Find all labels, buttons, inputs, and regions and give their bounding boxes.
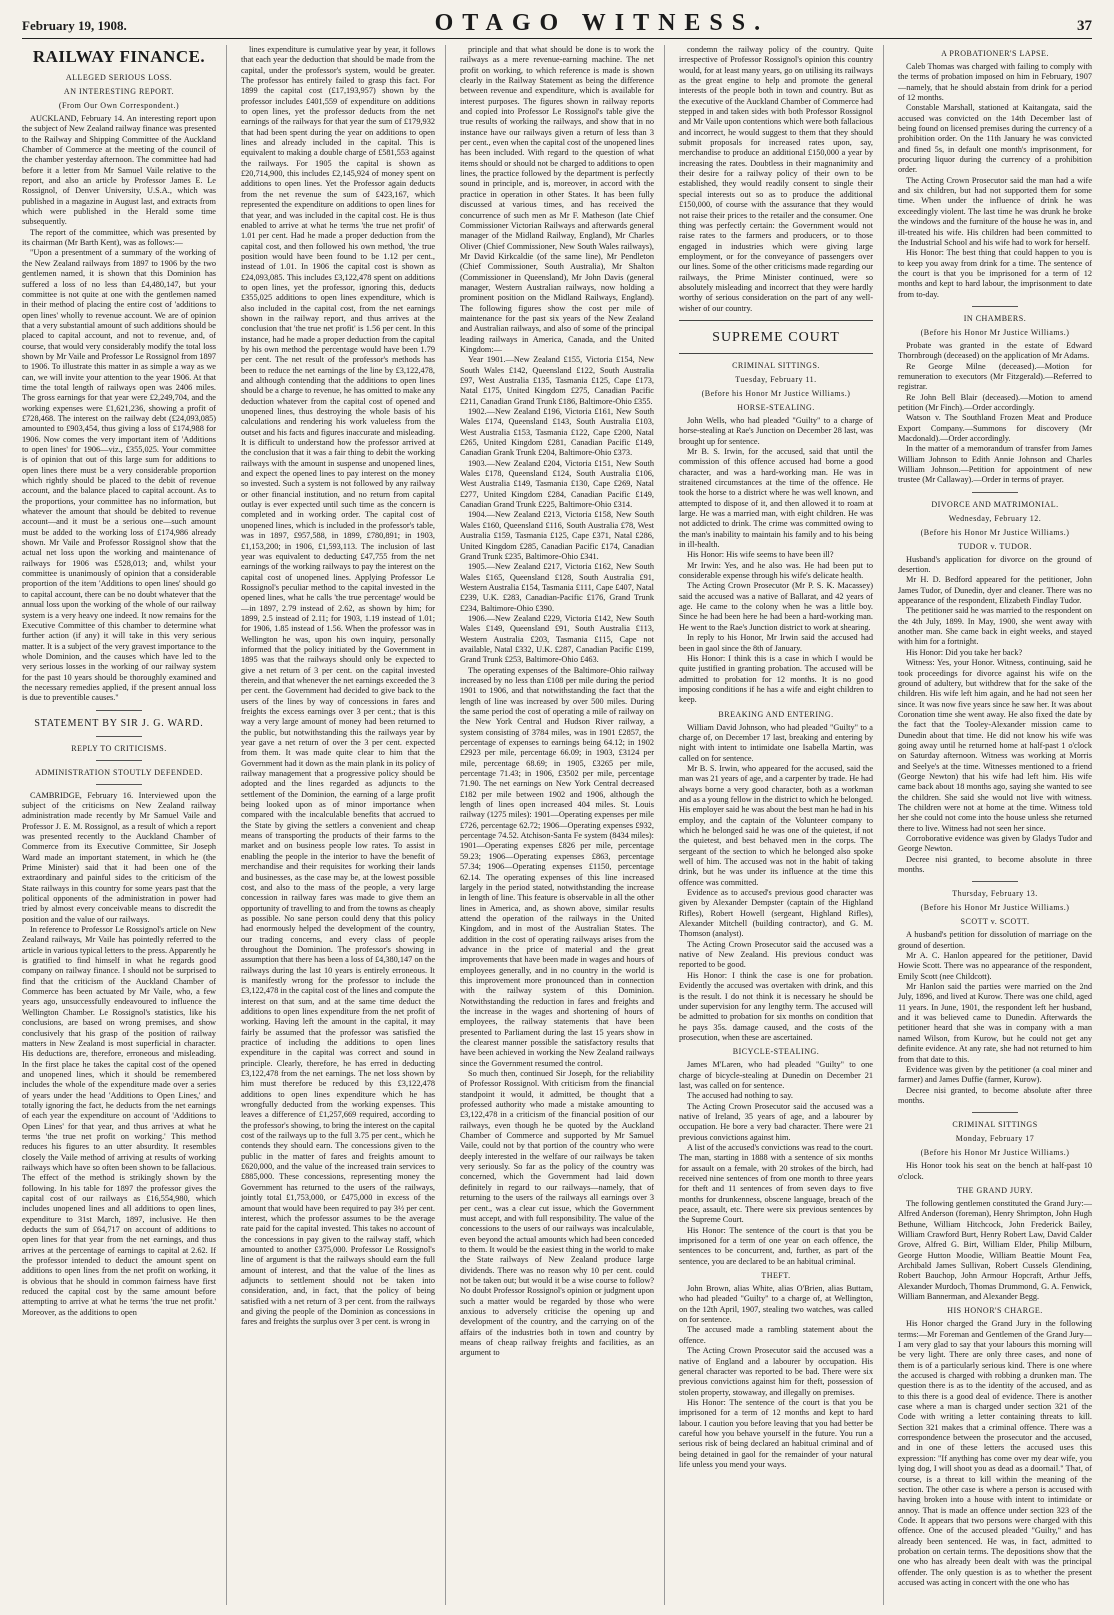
article-paragraph: Year 1901.—New Zealand £155, Victoria £154, New South Wales £142, Queensland £122, South Australia £97, West Australia £135, Tasmania £125, Cape £173, Natal £175, United Kingdom £275, Canadian Pacific £211, Canadian Grand Trunk £186, Baltimore-Ohio £355. bbox=[460, 355, 654, 406]
case-heading: BICYCLE-STEALING. bbox=[732, 1047, 820, 1057]
article-paragraph: CAMBRIDGE, February 16. Interviewed upon the subject of the criticisms on New Zealand railway administration made recently by Mr Samuel Vaile and Professor J. E. M. Rossignol, as a result of which a report was presented recently to the Auckland Chamber of Commerce from its Executive Committee, Sir Joseph Ward made an important statement, in which he (the Prime Minister) said that it had been one of the extraordinary and painful sides to the criticism of the State railways in this country for some years past that the political opponents of the administration in power had tried by almost every conceivable means to discredit the position and the value of our railways. bbox=[22, 790, 216, 924]
article-paragraph: A husband's petition for dissolution of marriage on the ground of desertion. bbox=[898, 930, 1092, 950]
article-paragraph: AUCKLAND, February 14. An interesting report upon the subject of New Zealand railway finance was presented to the Railway and Shipping Committee of the Auckland Chamber of Commerce at the meeting of the council of the chamber yesterday afternoon. The committee had had before it a letter from Mr Samuel Vaile relative to the report, and also an article by Professor James E. Le Rossignol, of Denver University, U.S.A., which was published in a magazine in August last, and extracts from which were published in the Herald some time subsequently. bbox=[22, 114, 216, 227]
sitting-date: Thursday, February 13. bbox=[952, 889, 1038, 899]
ward-headline: STATEMENT BY SIR J. G. WARD. bbox=[34, 717, 204, 729]
article-paragraph: William David Johnson, who had pleaded "Guilty" to a charge of, on December 17 last, breaking and entering by night with intent to intimidate one Isabella Martin, was called on for sentence. bbox=[679, 722, 873, 763]
railway-subhead-1: ALLEGED SERIOUS LOSS. bbox=[65, 73, 173, 82]
section-rule bbox=[679, 353, 873, 354]
judge-line: (Before his Honor Mr Justice Williams.) bbox=[920, 527, 1070, 537]
article-paragraph: His Honor: The best thing that could happen to you is to keep you away from drink for a time. The sentence of the court is that you be imprisoned for a term of 12 months and kept to hard labour, the imprisonment to date from to-day. bbox=[898, 248, 1092, 299]
article-paragraph: His Honor: The sentence of the court is that you be imprisoned for a term of 12 months and kept to hard labour. I caution you before leaving that you had better be careful how you behave yourself in the future. You run a serious risk of being declared an habitual criminal and of being detained in gaol for the remainder of your natural life unless you mend your ways. bbox=[679, 1397, 873, 1469]
newspaper-title: OTAGO WITNESS. bbox=[434, 10, 770, 36]
article-paragraph: The accused made a rambling statement about the offence. bbox=[679, 1325, 873, 1345]
divider bbox=[972, 1112, 1018, 1113]
sitting-date: Monday, February 17 bbox=[955, 1134, 1035, 1144]
article-paragraph: Re John Bell Blair (deceased).—Motion to amend petition (Mr Finch).—Order accordingly. bbox=[898, 392, 1092, 412]
article-paragraph: Constable Marshall, stationed at Kaitangata, said the accused was convicted on the 14th December last of being found on licensed premises during the currency of a prohibition order. On the 11th January he was convicted and fined 5s, in default one month's imprisonment, for procuring liquor during the currency of a prohibition order. bbox=[898, 103, 1092, 175]
case-heading: THEFT. bbox=[761, 1271, 791, 1281]
article-paragraph: In reply to his Honor, Mr Irwin said the accused had been in gaol since the 8th of January. bbox=[679, 633, 873, 653]
article-paragraph: John Wells, who had pleaded "Guilty" to a charge of horse-stealing at Rae's Junction on December 28 last, was brought up for sentence. bbox=[679, 415, 873, 446]
article-paragraph: principle and that what should be done is to work the railways as a mere revenue-earning machine. The net profit on working, to which reference is made is shown clearly in the Railway Statement as being the difference between revenue and expenditure, which is available for interest purposes. The figures shown in railway reports and copied into Professor Le Rossignol's table give the true results of working the railways, and show that in no instance have our railways given a return of less than 3 per cent., even when the capital cost of the unopened lines has been included. With regard to the question of what items should or should not be charged to additions to open lines, the practice followed by the department is perfectly sound in principle, and is, moreover, in accord with the practice in operation in other States. It has been fully discussed at various times, and has received the concurrence of such men as Mr F. Matheson (late Chief Commissioner Victorian Railways and afterwards general manager of the Midland Railway, England), Mr Charles Oliver (Chief Commissioner, New South Wales railways), Mr David Kirkcaldie (of the same line), Mr Pendleton (Chief Commissioner, South Australia), Mr Shalton (Commissioner in Queensland), Mr John Davis (general manager, Western Australian railways, now holding a prominent position on the Midland Railways, England). The following figures show the cost per mile of maintenance for the past six years of the New Zealand and Australian railways, and also of some of the principal leading railways in America, Canada, and the United Kingdom:— bbox=[460, 45, 654, 354]
railway-finance-headline: RAILWAY FINANCE. bbox=[32, 47, 206, 66]
page-number: 37 bbox=[1076, 18, 1092, 34]
article-paragraph: His Honor: His wife seems to have been ill? bbox=[687, 550, 834, 560]
masthead bbox=[22, 10, 1092, 39]
article-paragraph: The accused had nothing to say. bbox=[687, 1091, 793, 1101]
case-heading: A PROBATIONER'S LAPSE. bbox=[941, 49, 1049, 58]
article-paragraph: Mr B. S. Irwin, who appeared for the accused, said the man was 21 years of age, and a carpenter by trade. He had always borne a very good character, both as a workman and as a young fellow in the district to which he belonged. His employer said he was about the best man he had in his employ, and the captain of the Volunteer company to which he belonged said he was one of the quietest, if not the quietest, and best behaved men in the corps. The sergeant of the section to which he belonged also spoke well of him. The accused was not in the habit of taking drink, but he was under its influence at the time this offence was committed. bbox=[679, 763, 874, 887]
article-paragraph: The Acting Crown Prosecutor said the accused was a native of England and a labourer by occupation. His general character was reported to be bad. There were six previous convictions against him for theft, possession of stolen property, stowaway, and illegally on premises. bbox=[679, 1346, 873, 1397]
column-5 bbox=[898, 45, 1092, 1605]
article-paragraph: Mr A. C. Hanlon appeared for the petitioner, David Howie Scott. There was no appearance of the respondent, Emily Scott (nee Childcott). bbox=[898, 951, 1092, 981]
case-heading: THE GRAND JURY. bbox=[956, 1185, 1034, 1195]
article-paragraph: Evidence as to accused's previous good character was given by Alexander Dempster (captain of the Highland Rifles), Robert Howell (sergeant, Highland Rifles), Alexander Mitchell (building contractor), and G. M. Thomson (analyst). bbox=[679, 888, 873, 939]
case-heading: HORSE-STEALING. bbox=[737, 402, 815, 412]
case-heading: BREAKING AND ENTERING. bbox=[718, 709, 834, 719]
case-heading: HIS HONOR'S CHARGE. bbox=[947, 1306, 1043, 1316]
article-paragraph: A list of the accused's convictions was read to the court. The man, starting in 1888 with a sentence of six months for assault on a female, with 20 strokes of the birch, had received nine sentences of from one month to three years for theft and 11 sentences of from seven days to five months for drunkenness, obscene language, breach of the peace, assault, etc. There were six previous sentences by the Supreme Court. bbox=[679, 1142, 873, 1225]
divider bbox=[96, 710, 142, 711]
article-paragraph: His Honor: The sentence of the court is that you be imprisoned for a term of one year on each offence, the sentences to be concurrent, and, further, as part of the sentence, you are declared to be an habitual criminal. bbox=[679, 1225, 873, 1266]
article-paragraph: 1906.—New Zealand £229, Victoria £142, New South Wales £149, Queensland £91, South Australia £113, Western Australia £203, Tasmania £115, Cape not available, Natal £332, U.K. £287, Canadian Pacific £199, Grand Trunk £253, Baltimore-Ohio £463. bbox=[460, 613, 654, 665]
article-paragraph: Mr Irwin: Yes, and he also was. He had been put to considerable expense through his wife's delicate health. bbox=[679, 560, 873, 581]
article-paragraph: The Acting Crown Prosecutor said the accused was a native of New Zealand. His previous conduct was reported to be good. bbox=[679, 939, 873, 970]
article-paragraph: lines expenditure is cumulative year by year, it follows that each year the deduction that should be made from the capital, under the professor's system, would be greater. The professor has entirely failed to grasp this fact. For 1899 the capital cost (£17,193,957) shown by the professor includes £401,559 of expenditure on additions to open lines, yet the professor deducts from the net earnings of the railways for that year the sum of £179,932 that had been spent during the year on additions to open lines and already included in the capital. This is equivalent to making a double charge of £581,553 against the railways. For 1905 the capital is shown as £20,714,900, this includes £2,145,924 of money spent on additions to open lines. Yet the Professor again deducts from the net revenue the sum of £423,167, which represented the expenditure on additions to open lines for that year, and was included in the capital cost. He is thus enabled to arrive at what he terms 'the true net profit' of 1.01 per cent. Had he made a proper deduction from the capital cost, and then followed his own method, 'the true position would have been found to be 1.12 per cent., instead of 1.01. In 1906 the capital cost is shown as £24,093,085. This includes £3,122,478 spent on additions to open lines, yet the professor, ignoring this, deducts £355,025 additions to open lines expenditure, which is also included in the capital cost, from the net earnings shown in the railway report, and thus arrives at the conclusion that 'the true net profit' is 1.56 per cent. In this instance, had he made a proper deduction from the capital by his own method the percentage would have been 1.79 per cent. The net result of the professor's methods has been to reduce the net earnings of the line by £3,122,478, and although contending that the additions to open lines should be a charge to revenue, he has omitted to make any deduction whatever from the capital cost of opened and unopened lines, thus destroying the whole basis of his calculations and rendering his work valueless from the outset and his facts and figures inaccurate and misleading. It is difficult to understand how the professor arrived at the conclusion that it was a fair thing to debit the working railways with the amount in suspense and unopened lines, and expect the opened lines to pay interest on the money so invested. Such a system is not followed by any railway or other financial institution, and no return from capital outlay is ever expected until such time as the concern is completed and in working order. The capital cost of unopened lines, which is included in the professor's table, was in 1897, £957,588, in 1899, £780,891; in 1903, £1,153,200; in 1906, £1,593,113. The inclusion of last year was equivalent to deducting £47,755 from the net earnings of the working railways to pay the interest on the capital cost of unopened lines. Applying Professor Le Rossignol's peculiar method to the capital invested in the opened lines, what he calls 'the true percentage' would be—in 1897, 2.79 instead of 2.62, as shown by him; for 1899, 2.5 instead of 2.11; for 1903, 1.19 instead of 1.01; for 1906, 1.85 instead of 1.56. When the professor was in Wellington he was, upon his own inquiry, personally informed that the policy initiated by the Government in 1895 was that the railways should only be expected to give a net return of 3 per cent. on the capital invested therein, and that whenever the net earnings exceeded the 3 per cent. the Government had decided to give back to the users of the lines by way of concessions in fares and freights the excess earnings over 3 per cent.; that is this way a very large amount of money had been returned to the public, but notwithstanding this the railways year by year gave a net return of over the 3 per cent. expected from them. It was made quite clear to him that the Government had it down as the main plank in its policy of railway management that a progressive policy should be adopted and the lines regarded as adjuncts to the settlement of the Dominion, the earning of a large profit being looked upon as of minor importance when compared with the incalculable benefits that accrued to the State by giving the settlers a convenient and cheap means of transporting the products of their farms to the market and on business people low rates. To assist in enabling the people in the interior to have the benefit of merchandise and their requisites for working their lands and businesses, as the case may be, at the lowest possible cost, and also to the mass of the people, a very large concession in railway fares was made to give them an opportunity of travelling to and from the towns as cheaply as possible. No sane person could deny that this policy had enormously helped the development of the country, our trading concerns, and every class of people throughout the Dominion. The professor's showing in assumption that there has been a loss of £4,380,147 on the railways during the last 10 years is entirely erroneous. It is manifestly wrong for the professor to include the £3,122,478 in the capital cost of the lines and compute the interest on that sum, and at the same time deduct the additions to open lines expenditure from the net profit of working. Having left the amount in the capital, it may fairly be assumed that the professor was satisfied the practice of including the additions to open lines expenditure in the capital was correct and sound in principle. Clearly, therefore, he has erred in deducting £3,122,478 from the net earnings. The net loss shown by him must therefore be reduced by this £3,122,478 additions to open lines expenditure which he has wrongfully deducted from the working expenses. This leaves a difference of £1,257,669 required, according to the professor's showing, to bring the interest on the capital cost of the railways up to the full 3.75 per cent., which he contends they should earn. The concessions given to the public in the matter of fares and freights amount to £620,000, and the value of the increased train services to £885,000. These concessions, representing money the Government has returned to the users of the railways, jointly total £1,753,000, or £475,000 in excess of the amount that would have been required to pay 3½ per cent. interest, which the professor assumes to be the average rate paid for the capital invested. This takes no account of the concessions in pay given to the railway staff, which amounted to another £375,000. Professor Le Rossignol's line of argument is that the railways should earn the full amount of interest, and that the value of the lines as adjuncts to settlement should not be taken into consideration, and, in fact, that the policy of being satisfied with a net return of 3 per cent. from the railways and giving the people of the Dominion as concessions in fares and freights the surplus over 3 per cent. is wrong in bbox=[241, 45, 435, 1327]
article-paragraph: 1905.—New Zealand £217, Victoria £162, New South Wales £165, Queensland £128, South Australia £91, Western Australia £154, Tasmania £111, Cape £407, Natal £239, U.K. £283, Canadian-Pacific £176, Grand Trunk £234, Baltimore-Ohio £390. bbox=[460, 562, 654, 613]
article-paragraph: So much then, continued Sir Joseph, for the reliability of Professor Rossignol. With criticism from the financial standpoint it would, it admitted, be thought that a professed authority who made a mistake amounting to £3,122,478 in a criticism of the financial position of our railways, even though he be quoted by the Auckland Chamber of Commerce and supported by Mr Samuel Vaile, could not by that portion of the country who were deeply interested in the welfare of our railways be taken very seriously. So far as the policy of the country was concerned, which the Government had laid down definitely in regard to our railways—namely, that of returning to the users of the railways all earnings over 3 per cent., was a clear cut issue, which the Government must accept, and with full responsibility. The value of the concessions to the users of our railways was incalculable, even beyond the actual amounts which had been conceded to them. It would be the easiest thing in the world to make the State railways of New Zealand produce large dividends. There was no reason why 10 per cent. could not be taken out; but would it be a wise course to follow? No doubt Professor Rossignol's opinion or judgment upon such a matter would be regarded by those who were anxious to adversely criticise the opening up and development of the country, and the carrying on of the affairs of the industries both in town and country by means of cheap railway freights and facilities, as an argument to bbox=[460, 1069, 654, 1358]
article-paragraph: Mr Hanlon said the parties were married on the 2nd July, 1896, and lived at Kurow. There was one child, aged 11 years. In June, 1901, the respondent left her husband, and it was believed came to Dunedin. Afterwards the petitioner heard that she was in company with a man named Wilson, from Kurow, but he could not get any definite evidence. At any rate, she had not returned to him from that date to this. bbox=[898, 982, 1092, 1064]
column-1 bbox=[22, 45, 227, 1605]
article-paragraph: Witness: Yes, your Honor. Witness, continuing, said he took proceedings for divorce against his wife on the ground of adultery, but withdrew that for the sake of the children. His wife left him again, and he had not seen her since. It was now five years since he saw her. It was about Coronation time she went away. He also fixed the date by the fact that the Tooley-Alexander mission came to Dunedin about that time. He did not know his wife was going away until he returned home at half-past 1 o'clock on Saturday afternoon. Witness was working at Morris and Seelye's at the time. Witnesses mentioned to a friend (George Newton) that his wife had left him. His wife came back about 18 months ago, saying she wanted to see the children. She said she would not live with witness. The children were not at home at the time. Witness told her she could not come into the house unless she returned there to live. Witness had not seen her since. bbox=[898, 658, 1092, 833]
divider bbox=[972, 492, 1018, 493]
railway-subhead-2: AN INTERESTING REPORT. bbox=[63, 87, 175, 96]
divider bbox=[972, 306, 1018, 307]
article-paragraph: The Acting Crown Prosecutor said the accused was a native of Ireland, 35 years of age, and a labourer by occupation. He bore a very bad character. There were 21 previous convictions against him. bbox=[679, 1101, 873, 1142]
judge-line: (Before his Honor Mr Justice Williams.) bbox=[701, 388, 851, 398]
article-paragraph: "Upon a presentment of a summary of the working of the New Zealand railways from 1897 to 1906 by the two gentlemen named, it is shown that this Dominion has suffered a loss of no less than £4,480,147, but your committee is not quite at one with the gentlemen named in their method of placing the entire cost of 'additions to open lines' wholly to revenue account. We are of opinion that a very substantial amount of such additions should be placed to capital account, and not to revenue, and, of course, that would very considerably modify the total loss shown by Mr Vaile and Professor Le Rossignol from 1897 to 1906. To illustrate this matter in as simple a way as we can, we will invite your attention to the year 1906. At that time the total length of railways open was 2406 miles. The gross earnings for that year were £2,249,704, and the working expenses were £1,621,236, showing a profit of £728,468. The interest on the railway debt (£24,093,085) amounted to £903,454, thus giving a loss of £174,988 for 1906. Now comes the very important item of 'Additions to open lines' for 1906—viz., £355,025. Your committee is of opinion that out of this large sum for additions to open lines there must be a very considerable proportion which rightly should be placed to the debit of revenue account, and the balance placed to capital account. As to the proportions, your committee has no information, but whatever the amount that should be debited to revenue account—and it must be a serious one—such amount must be added to the working loss of £174,986 already shown. Mr Vaile and Professor Rossignol show that the actual net loss upon the working and maintenance of railways for 1906 was £528,013; and, whilst your committee is unanimously of opinion that a considerable proportion of the item 'Additions to open lines' should go to capital account, there can be no doubt whatever that the annual loss upon the working of the whole of our railway system is a very heavy one indeed. It now remains for the Executive Committee of this chamber to determine what further action (if any) it will take in this very serious matter. It is a subject of the very gravest importance to the whole Dominion, and the causes which have led to the very serious losses in the working of our railway system for the past 10 years should be thoroughly examined and the necessary remedies applied, if the present annual loss is due to preventible causes." bbox=[22, 248, 216, 703]
article-paragraph: Mr H. D. Bedford appeared for the petitioner, John James Tudor, of Dunedin, dyer and cleaner. There was no appearance of the respondent, Elizabeth Findlay Tudor. bbox=[898, 575, 1092, 606]
divider bbox=[972, 881, 1018, 882]
railway-byline: (From Our Own Correspondent.) bbox=[58, 101, 180, 110]
article-paragraph: James M'Laren, who had pleaded "Guilty" to one charge of bicycle-stealing at Dunedin on December 21 last, was called on for sentence. bbox=[679, 1060, 873, 1090]
divorce-heading: DIVORCE AND MATRIMONIAL. bbox=[931, 499, 1059, 509]
column-4 bbox=[679, 45, 884, 1605]
article-paragraph: Caleb Thomas was charged with failing to comply with the terms of probation imposed on him in February, 1907—namely, that he should abstain from drink for a period of 12 months. bbox=[898, 62, 1092, 103]
article-paragraph: His Honor: I think the case is one for probation. Evidently the accused was overtaken with drink, and this is the result. I do not think it is necessary he should be under supervision for any lengthy term. The accused will be admitted to probation for six months on condition that he pays 35s. damage caused, and the costs of the prosecution, when these are ascertained. bbox=[679, 970, 873, 1042]
supreme-court-headline: SUPREME COURT bbox=[712, 329, 840, 345]
in-chambers-heading: IN CHAMBERS. bbox=[963, 313, 1027, 323]
article-paragraph: The following gentlemen constituted the Grand Jury:—Alfred Anderson (foreman), Henry Shrimpton, John Hugh Bethune, William Hitchcock, John Frederick Bailey, William Crawford Burt, Henry Robert Law, David Calder Grove, Alfred G. Birt, William Elder, Philip Milburn, George Hutton Moodie, William Beattie Mount Fea, Archibald James Sullivan, Robert Cussels Glendining, Robert Bauchop, John Armour Hopcraft, Arthur Jeffs, Alexander Murdoch, Thomas Drummond, G. A. Fenwick, William Bannerman, and Alexander Begg. bbox=[898, 1198, 1092, 1301]
article-paragraph: Decree nisi granted, to become absolute in three months. bbox=[898, 854, 1092, 875]
article-paragraph: The petitioner said he was married to the respondent on the 4th July, 1899. In May, 1900, she went away with another man. She came back in eight weeks, and stayed with him for a fortnight. bbox=[898, 606, 1092, 647]
column-2 bbox=[241, 45, 446, 1605]
article-paragraph: The Acting Crown Prosecutor (Mr P. S. K. Macassey) said the accused was a native of Ballarat, and 42 years of age. He came to the colony when he was a little boy. Since he had been here he had been a hard-working man. He went to the Rae's Junction district to work at shearing. bbox=[679, 581, 873, 632]
article-paragraph: Probate was granted in the estate of Edward Thornbrough (deceased) on the application of Mr Adams. bbox=[898, 340, 1092, 361]
article-paragraph: In the matter of a memorandum of transfer from James William Johnson to Edith Annie Johnson and Charles William Johnson.—Petition for appointment of new trustee (Mr Callaway).—Order in terms of prayer. bbox=[898, 444, 1092, 485]
criminal-sittings-heading: CRIMINAL SITTINGS. bbox=[732, 360, 820, 370]
sitting-date: Tuesday, February 11. bbox=[735, 374, 817, 384]
article-paragraph: His Honor charged the Grand Jury in the following terms:—Mr Foreman and Gentlemen of the Grand Jury—I am very glad to say that your labours this morning will be very light. There are only three cases, and none of them is of a particularly serious kind. There is one where the accused is charged with robbing a drunken man. The question there is as to the identity of the accused, and as to this there is a good deal of evidence. There is another case where a man is charged under section 321 of the Code with writing a letter containing threats to kill. Section 321 makes that a criminal offence. There was a correspondence between the prosecutor and the accused, and in one of these letters the accused uses this expression: "If anything has come over my dear wife, you lying dog, I will shoot you as dead as a doornail." That, of course, is a threat to kill within the meaning of the section. The other case is where a person is accused with having broken into a house with intent to intimidate or annoy. That is made an offence under section 323 of the Code. It appears that two persons were charged with this offence. One of the accused pleaded "Guilty," and has already been sentenced. He was, in fact, admitted to probation on certain terms. The depositions show that the one who has already been dealt with was the principal offender. The only question is as to whether the present accused was acting in concert with the one who has bbox=[898, 1319, 1092, 1587]
case-heading: TUDOR v. TUDOR. bbox=[958, 541, 1032, 551]
divider bbox=[96, 784, 142, 785]
article-paragraph: John Brown, alias White, alias O'Brien, alias Buttam, who had pleaded "Guilty" to a charge of, at Wellington, on the 12th April, 1907, stealing two watches, was called on for sentence. bbox=[679, 1284, 873, 1325]
case-heading: SCOTT v. SCOTT. bbox=[960, 917, 1030, 927]
article-paragraph: Corroborative evidence was given by Gladys Tudor and George Newton. bbox=[898, 834, 1092, 854]
article-paragraph: Re George Milne (deceased).—Motion for remuneration to executors (Mr Fitzgerald).—Referred to registrar. bbox=[898, 361, 1092, 392]
divider bbox=[96, 760, 142, 761]
ward-subhead-2: ADMINISTRATION STOUTLY DEFENDED. bbox=[35, 767, 203, 777]
judge-line: (Before his Honor Mr Justice Williams.) bbox=[920, 327, 1070, 337]
issue-date: February 19, 1908. bbox=[22, 18, 127, 33]
article-paragraph: In reference to Professor Le Rossignol's article on New Zealand railways, Mr Vaile has pointedly referred to the article in various typical letters to the press. Apparently he is gratified to find himself in what he regards good company on railway finance. I should not be surprised to find that the criticism of the Auckland Chamber of Commerce has been actuated by Mr Vaile, who, a few years ago, unsuccessfully endeavoured to influence the Wellington Chamber. Le Rossignol's statistics, like his conclusions, are based on wrong premises, and show conclusively that his grasp of the position of railway matters in New Zealand is most superficial in character. His deductions are, therefore, erroneous and misleading. In the first place he takes the capital cost of the opened and unopened lines, which it should be remembered includes the whole of the expenditure made over a series of years under the head 'Additions to Open Lines,' and totally ignoring the fact, he deducts from the net earnings of each year the expenditure on account of 'Additions to Open Lines' for that year, and thus arrives at what he terms 'the true net profit on working.' This method reduces his figures to an utter absurdity. It resembles closely the Vaile method of arriving at results of working railways which have so often been shown to be fallacious. The effect of the method is strikingly shown by the following. In his table for 1897 the professor gives the capital cost of our railways as £16,554,980, which includes unopened lines and all additions to open lines, expenditure to 31st March, 1897, inclusive. He then deducts the sum of £64,717 on account of additions to open lines for that year from the net earnings, and thus arrives at the percentage of earnings to capital at 2.62. If the professor intended to deduct the amount spent on additions to open lines from the net profit on working, it is obvious that he should in common fairness have first reduced the capital cost by the same amount before attempting to arrive at what he terms 'the true net profit.' Moreover, as the additions to open bbox=[22, 925, 216, 1317]
article-paragraph: 1904.—New Zealand £213, Victoria £158, New South Wales £160, Queensland £116, South Australia £78, West Australia £159, Tasmania £125, Cape £371, Natal £286, United Kingdom £285, Canadian Pacific £174, Canadian Grand Trunk £235, Baltimore-Ohio £341. bbox=[460, 510, 654, 561]
section-rule bbox=[679, 320, 873, 321]
article-paragraph: Husband's application for divorce on the ground of desertion. bbox=[898, 554, 1092, 575]
article-paragraph: The operating expenses of the Baltimore-Ohio railway increased by no less than £108 per mile during the period 1901 to 1906, and that notwithstanding the fact that the length of line was increased by over 500 miles. During the same period the cost of operating a mile of railway on the New York Central and Hudson River railway, a system consisting of 3784 miles, was in 1901 £2857, the percentage of expenses to earnings being 64.12; in 1902 £2923 per mile, percentage 66.09; in 1903, £3124 per mile, percentage 68.69; in 1905, £3265 per mile, percentage 71.43; in 1906, £3502 per mile, percentage 71.90. The net earnings on New York Central decreased £182 per mile between 1902 and 1906, although the length of lines open increased 404 miles. St. Louis railway (1275 miles): 1901—Operating expenses per mile £726, percentage 62.72; 1906—Operating expenses £932, percentage 74.52. Atchison-Santa Fe system (8434 miles): 1901—Operating expenses £826 per mile, percentage 59.23; 1906—Operating expenses £863, percentage 57.34; 1906—Operating expenses £1150, percentage 62.14. The operating expenses of this line increased largely in the period stated, notwithstanding the increase in length of line. This feature is observable in all the other lines in America, and, as shown above, similar results attend the operation of the railways in the United Kingdom, and in most of the Australian States. The addition in the cost of operating railways arises from the advance in the price of material and the great improvements that have been made in wages and hours of employees generally, and in no country in the world is this improvement more pronounced than in connection with the railway system of this Dominion. Notwithstanding the reduction in fares and freights and the increase in the wages and shortening of hours of employees, the railway statements that have been presented to Parliament during the last 15 years show in the clearest manner possible the satisfactory results that have been achieved in working the New Zealand railways since the Government resumed the control. bbox=[460, 665, 654, 1068]
columns bbox=[22, 45, 1092, 1605]
judge-line: (Before his Honor Mr Justice Williams.) bbox=[920, 903, 1070, 913]
divider bbox=[96, 736, 142, 737]
article-paragraph: The Acting Crown Prosecutor said the man had a wife and six children, but had not supported them for some time. When under the influence of drink he was exceedingly violent. The last time he was drunk he broke the windows and the furniture of the house he was in, and ill-treated his wife. His children had been committed to the Industrial School and his wife had to work for herself. bbox=[898, 175, 1092, 247]
article-paragraph: Evidence was given by the petitioner (a coal miner and farmer) and James Duffie (farmer, Kurow). bbox=[898, 1064, 1092, 1085]
article-paragraph: His Honor: Did you take her back? bbox=[906, 647, 1023, 657]
sitting-date: Wednesday, February 12. bbox=[948, 513, 1042, 523]
column-3 bbox=[460, 45, 665, 1605]
judge-line: (Before his Honor Mr Justice Williams.) bbox=[920, 1148, 1070, 1158]
article-paragraph: Decree nisi granted, to become absolute after three months. bbox=[898, 1085, 1092, 1105]
article-paragraph: The report of the committee, which was presented by its chairman (Mr Barth Kent), was as follows:— bbox=[22, 227, 216, 248]
article-paragraph: 1902.—New Zealand £196, Victoria £161, New South Wales £174, Queensland £143, South Australia £103, West Australia £153, Tasmania £122, Cape £200, Natal £265, United Kingdom £281, Canadian Pacific £149, Canadian Grank Trunk £204, Baltimore-Ohio £373. bbox=[460, 407, 654, 458]
article-paragraph: Watson v. The Southland Frozen Meat and Produce Export Company.—Summons for discovery (Mr Macdonald).—Order accordingly. bbox=[898, 413, 1092, 443]
ward-subhead-1: REPLY TO CRITICISMS. bbox=[71, 743, 167, 753]
article-paragraph: His Honor took his seat on the bench at half-past 10 o'clock. bbox=[898, 1161, 1092, 1181]
article-paragraph: His Honor: I think this is a case in which I would be quite justified in granting probation. The accused will be admitted to probation for 12 months. It is no good imposing conditions if he has a wife and eight children to keep. bbox=[679, 653, 873, 705]
article-paragraph: 1903.—New Zealand £204, Victoria £151, New South Wales £178, Queensland £124, South Australia £106, West Australia £149, Tasmania £130, Cape £269, Natal £277, United Kingdom £284, Canadian Pacific £149, Canadian Grand Trunk £225, Baltimore-Ohio £314. bbox=[460, 458, 654, 510]
criminal-sittings-heading: CRIMINAL SITTINGS bbox=[952, 1120, 1038, 1130]
article-paragraph: condemn the railway policy of the country. Quite irrespective of Professor Rossignol's opinion this country would, for at least many years, go on utilising its railways as the great engine to help and promote the general interests of the people both in town and country. But as the executive of the Auckland Chamber of Commerce had stepped in and taken sides with both Professor Rossignol and Mr Vaile upon contentions which were both fallacious and incorrect, he would suggest to them that they should submit proposals for increased rates upon, say, merchandise to produce an additional £150,000 a year by increasing the rates. Doubtless in their magnanimity and their desire for a railway policy of their own to be established, they would readily consent to single their special interests out so as to produce the additional £150,000, of course with the assurance that they would not raise their prices to the retailer and the consumer. One thing was perfectly certain: the Government would not raise rates to the farmers and producers, or to those engaged in industries which were giving large employment, or for the conveyance of passengers over our lines. Some of the other criticisms made regarding our railways, the Prime Minister continued, were so absolutely misleading and incorrect that they were hardly worthy of serious consideration on the part of any well-wisher of our country. bbox=[679, 45, 873, 313]
article-paragraph: Mr B. S. Irwin, for the accused, said that until the commission of this offence accused had borne a good character, and was a hard-working man. He was in straitened circumstances at the time of the offence. He took the horse to a district where he was well known, and attempted to dispose of it, and then allowed it to roam at large. He was a married man, with eight children. He was not addicted to drink. The crime was committed owing to the man's inability to maintain his family and to his being in ill-health. bbox=[679, 446, 873, 550]
